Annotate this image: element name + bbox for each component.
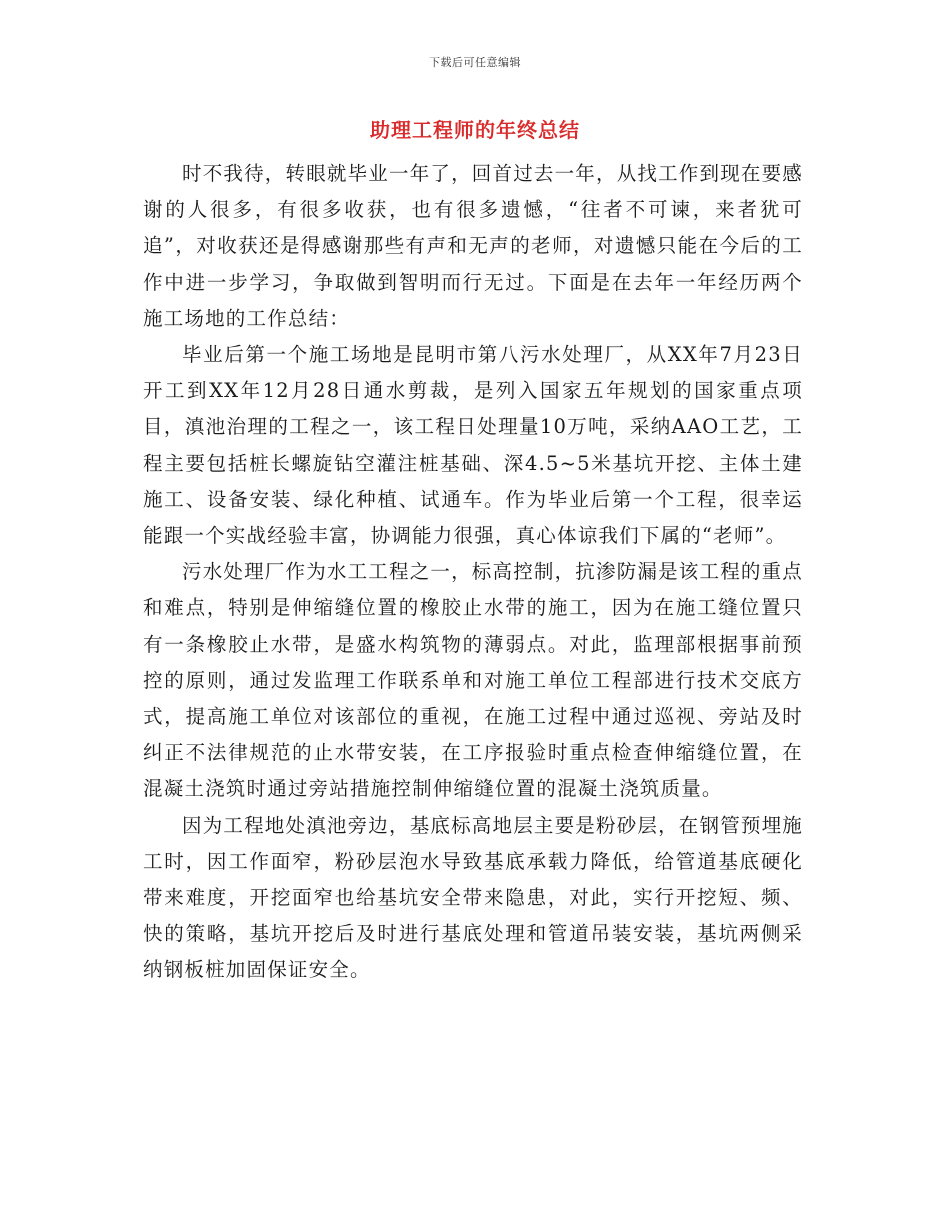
paragraph-foundation: 因为工程地处滇池旁边，基底标高地层主要是粉砂层，在钢管预埋施工时，因工作面窄，粉砂层泡水导致基底承载力降低，给管道基底硬化带来难度，开挖面窄也给基坑安全带来隐患，对此，实行开挖短、频、快的策略，基坑开挖后及时进行基底处理和管道吊装安装，基坑两侧采纳钢板桩加固保证安全。 [143,813,804,982]
page-header-note: 下载后可任意编辑 [429,56,521,69]
paragraph-intro: 时不我待，转眼就毕业一年了，回首过去一年，从找工作到现在要感谢的人很多，有很多收获，也有很多遗憾，“往者不可谏，来者犹可追”，对收获还是得感谢那些有声和无声的老师，对遗憾只能在今后的工作中进一步学习，争取做到智明而行无过。下面是在去年一年经历两个施工场地的工作总结： [143,162,804,330]
paragraph-waterproofing: 污水处理厂作为水工工程之一，标高控制，抗渗防漏是该工程的重点和难点，特别是伸缩缝位置的橡胶止水带的施工，因为在施工缝位置只有一条橡胶止水带，是盛水构筑物的薄弱点。对此，监理部根据事前预控的原则，通过发监理工作联系单和对施工单位工程部进行技术交底方式，提高施工单位对该部位的重视，在施工过程中通过巡视、旁站及时纠正不法律规范的止水带安装，在工序报验时重点检查伸缩缝位置，在混凝土浇筑时通过旁站措施控制伸缩缝位置的混凝土浇筑质量。 [143,560,804,801]
document-title: 助理工程师的年终总结 [370,118,580,142]
paragraph-first-site: 毕业后第一个施工场地是昆明市第八污水处理厂，从XX年7月23日开工到XX年12月28日通水剪裁，是列入国家五年规划的国家重点项目，滇池治理的工程之一，该工程日处理量10万吨，采纳AAO工艺，工程主要包括桩长螺旋钻空灌注桩基础、深4.5~5米基坑开挖、主体土建施工、设备安装、绿化种植、试通车。作为毕业后第一个工程，很幸运能跟一个实战经验丰富，协调能力很强，真心体谅我们下属的“老师”。 [143,343,803,548]
document-body [143,156,803,989]
